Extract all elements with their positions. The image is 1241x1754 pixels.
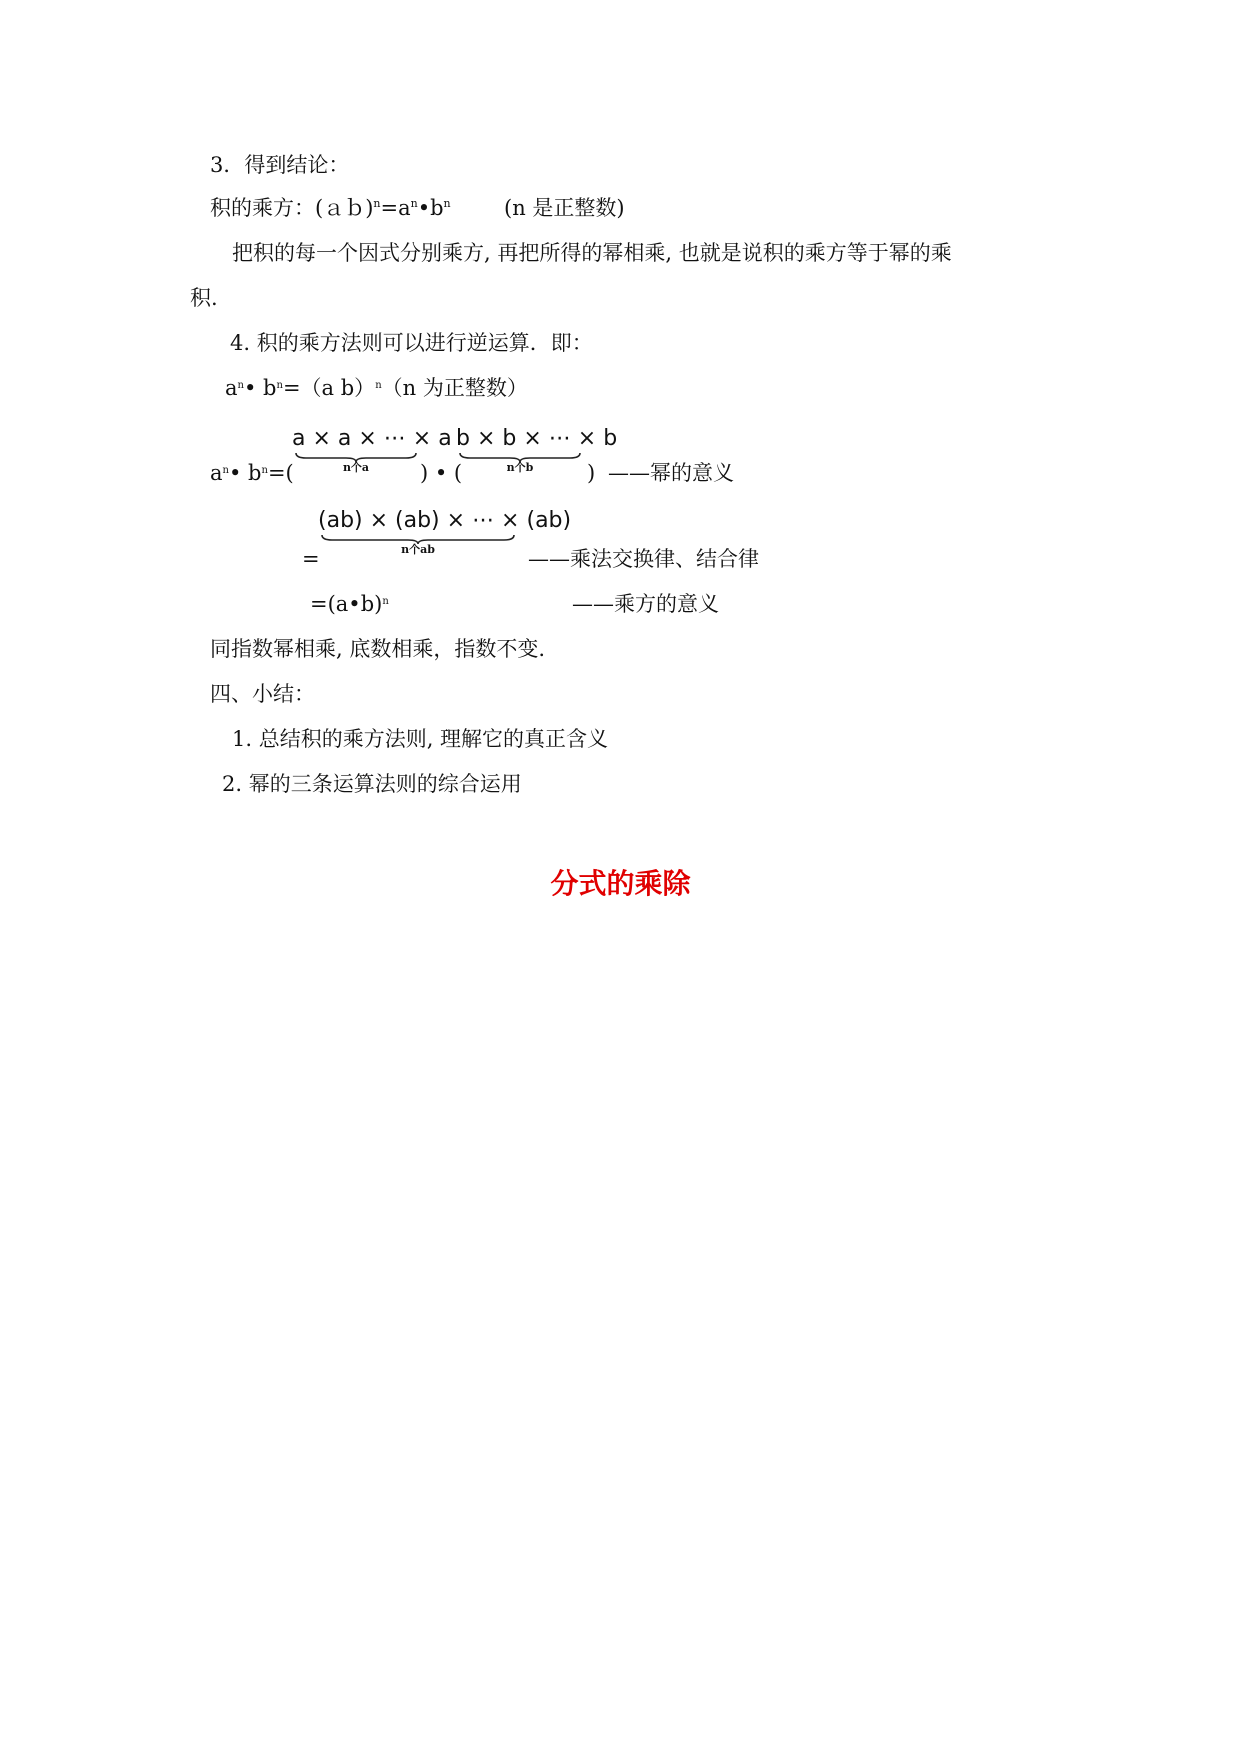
rule-condition: (n 是正整数) [504,196,625,220]
row2-note: ——乘法交换律、结合律 [528,547,759,571]
rule-exponent-3: n [443,197,451,210]
inverse-exponent-1: n [237,380,244,391]
row3-expr: =(a•b) [310,592,383,616]
same-exponent-rule: 同指数幂相乘, 底数相乘，指数不变. [210,637,546,661]
row1-exponent-2: n [261,465,268,476]
derivation-row1-prefix [210,458,294,488]
inverse-a: a [225,376,238,400]
summary-item-1: 1. 总结积的乘方法则, 理解它的真正含义 [232,727,609,751]
row3-expression [310,589,389,619]
row2-eq: = [302,547,320,571]
section-3-heading: 3．得到结论： [210,153,350,177]
row1-between: ) • ( [420,461,463,485]
rule-exponent-1: n [373,197,381,210]
row1-mid: • b [228,461,262,485]
brace2-label: n个b [506,461,534,474]
next-section-title: 分式的乘除 [550,867,691,900]
row1-close: ) [587,461,596,485]
row3-exponent: n [382,596,389,607]
section-4-heading: 4. 积的乘方法则可以进行逆运算．即： [230,331,593,355]
inverse-rule [225,373,528,403]
inverse-mid: • b [243,376,277,400]
summary-item-2: 2. 幂的三条运算法则的综合运用 [222,772,522,796]
product-power-rule [210,193,625,223]
rule-exponent-2: n [410,197,418,210]
rule-lead: 积的乘方：(ａｂ) [210,196,374,220]
row3-note: ——乘方的意义 [572,592,719,616]
explanation-line-2: 积. [190,286,218,310]
underbrace-a-product [292,426,452,474]
summary-heading: 四、小结： [210,682,315,706]
inverse-exponent-2: n [276,380,283,391]
brace3-label: n个ab [401,543,435,556]
rule-eq: =a [380,196,411,220]
row1-note: ——幂的意义 [608,461,734,485]
brace3-expression: (ab) × (ab) × ⋯ × (ab) [318,508,572,533]
rule-dot-b: •b [417,196,444,220]
row1-a: a [210,461,223,485]
underbrace-ab-product [318,508,572,556]
row1-open: =( [267,461,294,485]
explanation-line-1: 把积的每一个因式分别乘方, 再把所得的幂相乘, 也就是说积的乘方等于幂的乘 [232,241,952,265]
underbrace-b-product [456,426,618,474]
brace1-expression: a × a × ⋯ × a [292,426,452,451]
inverse-exponent-3: n [375,380,382,391]
inverse-rest: =（a b） [282,376,376,400]
inverse-condition: （n 为正整数） [381,376,528,400]
brace2-expression: b × b × ⋯ × b [456,426,618,451]
row1-exponent-1: n [222,465,229,476]
brace1-label: n个a [342,461,370,474]
